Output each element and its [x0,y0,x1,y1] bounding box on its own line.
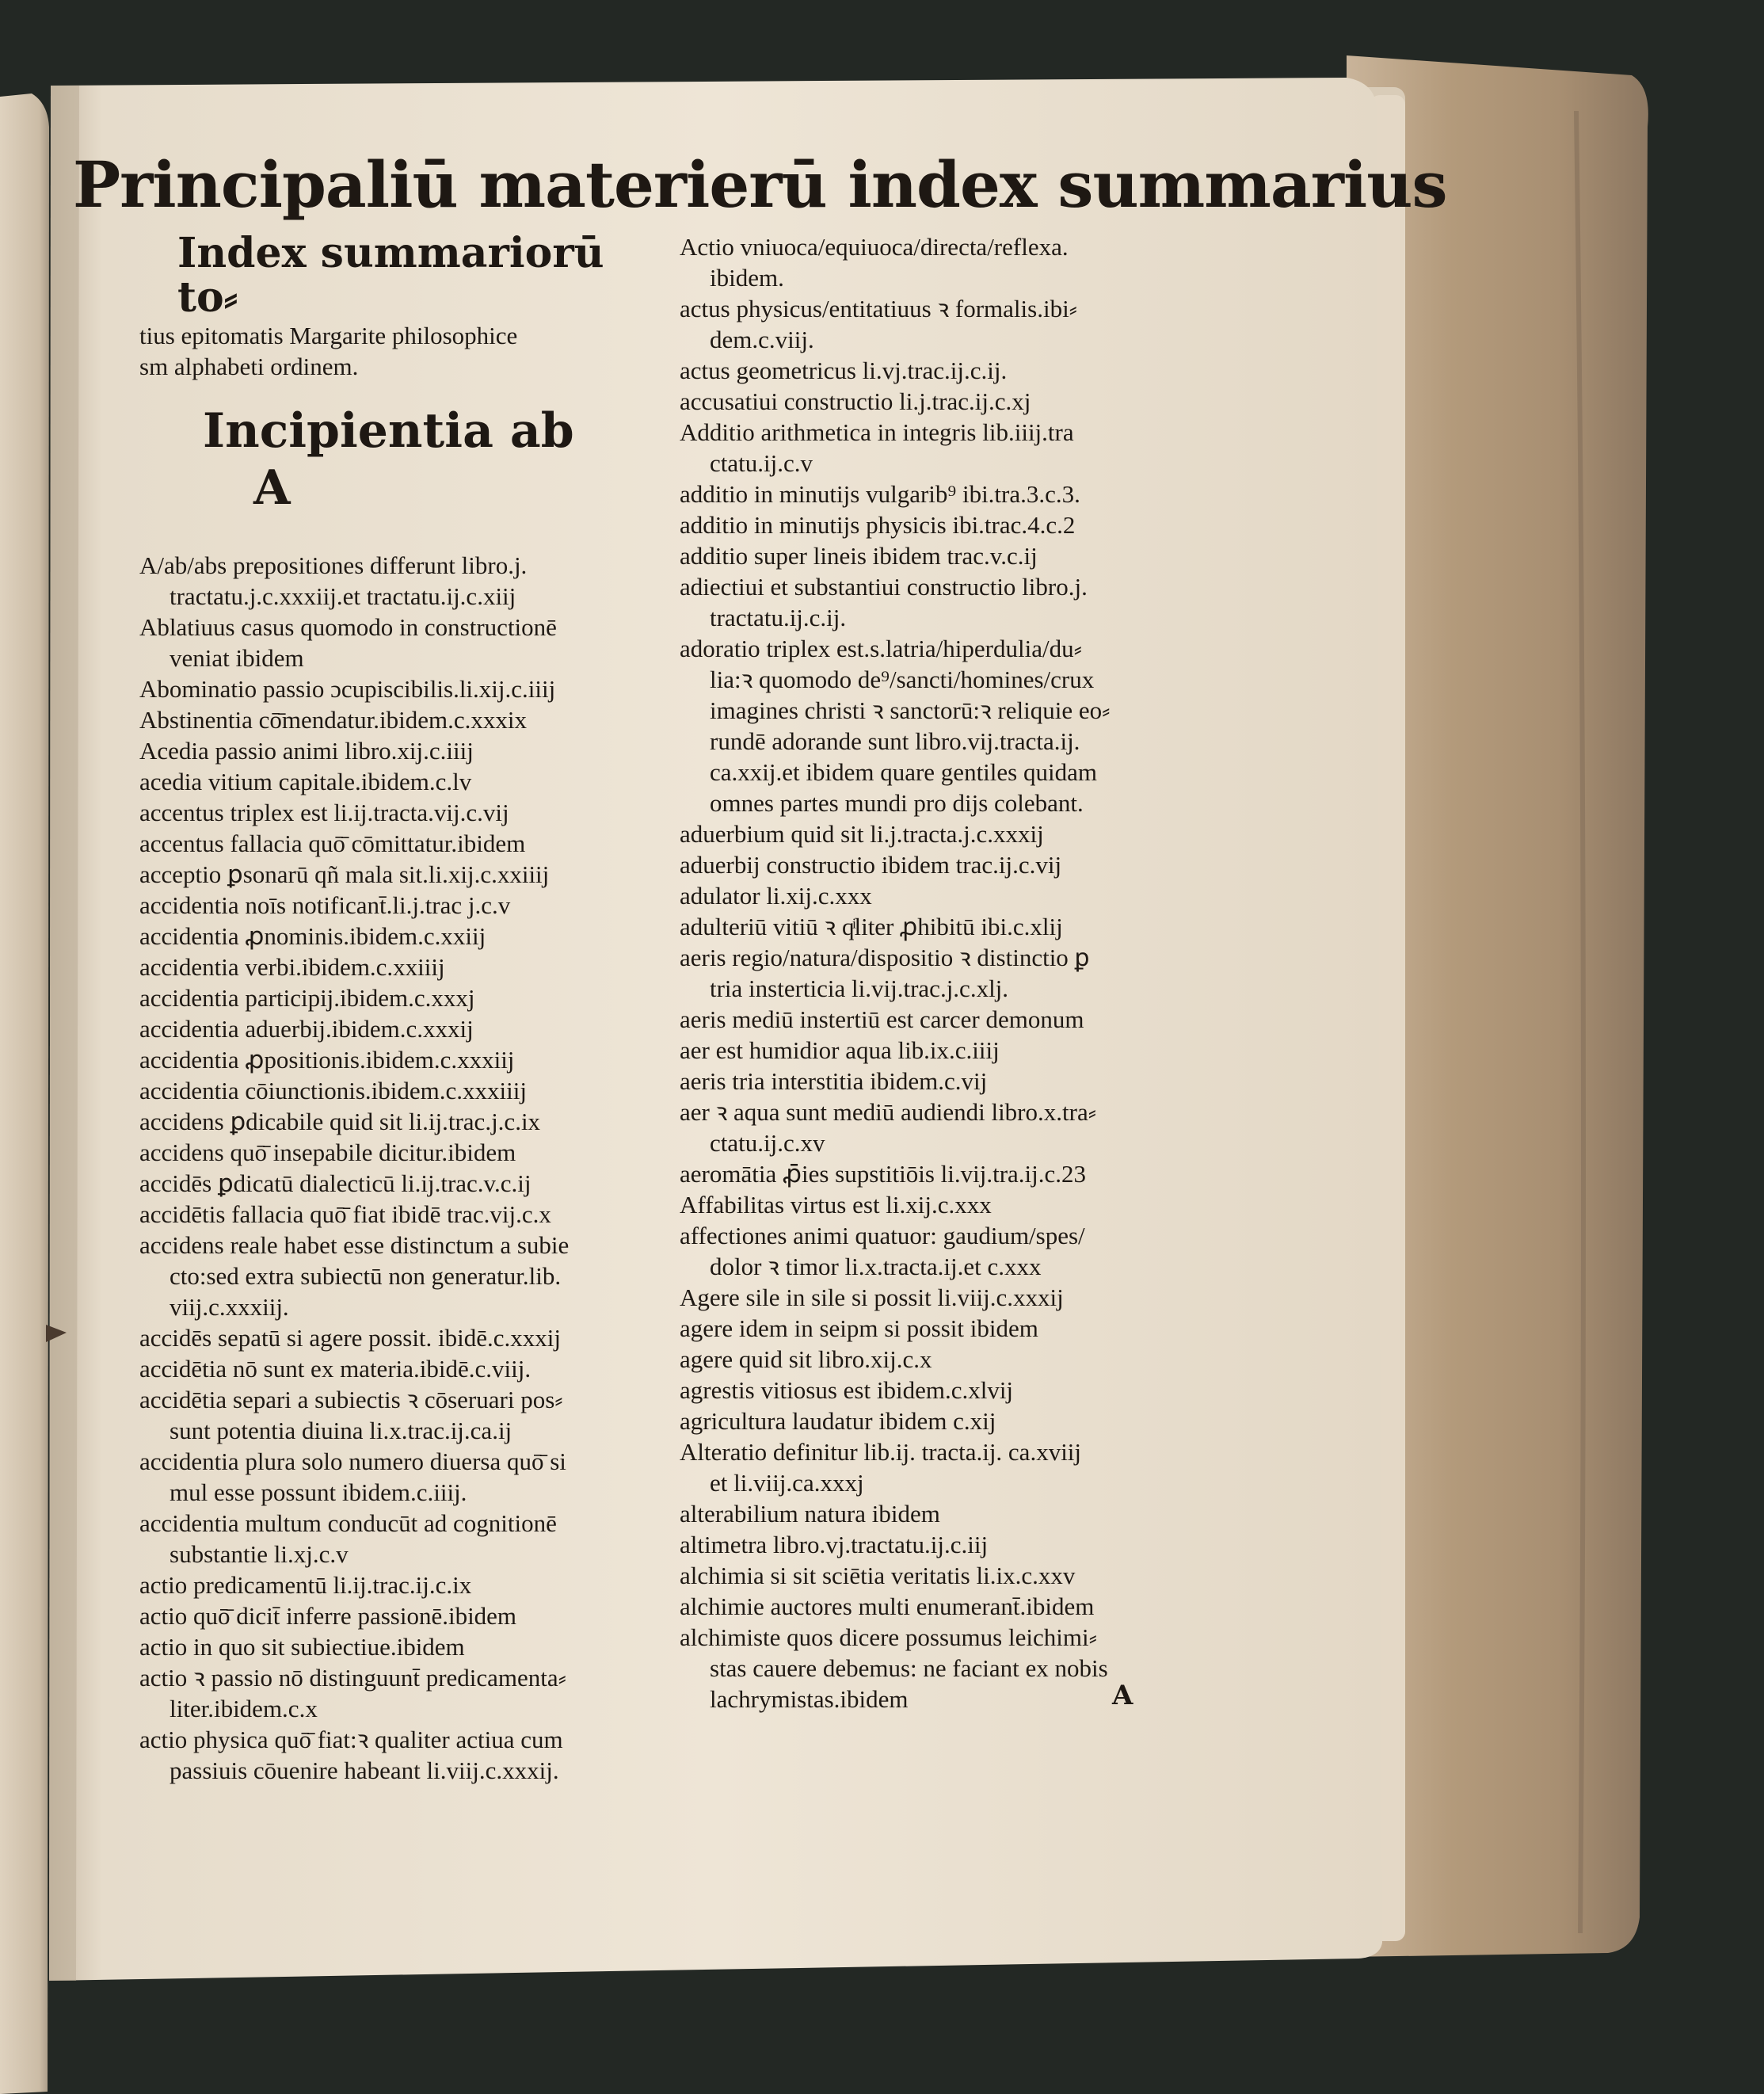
subtitle-description [139,320,654,382]
index-entry-line: aer est humidior aqua lib.ix.c.iiij [680,1036,1000,1064]
index-entry-line: affectiones animi quatuor: gaudium/spes/ [680,1222,1085,1249]
index-entry-line: alchimie auctores multi enumerant̄.ibidem [680,1592,1095,1620]
index-entry-line: actus geometricus li.vj.trac.ij.c.ij. [680,357,1008,384]
section-letter: A [253,460,291,516]
index-entry-line: Additio arithmetica in integris lib.iiij.tra [680,418,1074,446]
index-entry-line: rundē adorande sunt libro.vij.tracta.ij. [710,727,1080,755]
index-entry-line: sunt potentia diuina li.x.trac.ij.ca.ij [170,1417,512,1444]
index-entry-line: additio super lineis ibidem trac.v.c.ij [680,542,1038,570]
index-entry-line: agricultura laudatur ibidem c.xij [680,1407,996,1435]
index-entry-line: mul esse possunt ibidem.c.iiij. [170,1478,467,1506]
index-entry-line: agere idem in seipm si possit ibidem [680,1314,1038,1342]
index-entry-line: accidentia aduerbij.ibidem.c.xxxij [139,1015,474,1043]
index-entry-line: accidentia cōiunctionis.ibidem.c.xxxiiij [139,1077,527,1104]
index-entry-line: omnes partes mundi pro dijs colebant. [710,789,1084,817]
index-entry-line: accidentia ꝓnominis.ibidem.c.xxiij [139,922,486,950]
index-entry-line: accidens ꝑdicabile quid sit li.ij.trac.j.c.ix [139,1108,541,1135]
index-entry-line: tria insterticia li.vij.trac.j.c.xlj. [710,975,1009,1002]
index-entry-line: accidētis fallacia quō̄ fiat ibidē trac.vij.c.x [139,1200,551,1228]
index-entry-line: accidēs ꝑdicatū dialecticū li.ij.trac.v.c.ij [139,1169,531,1197]
subtitle-heading: Index summariorū to⸗ [177,229,604,322]
signature-mark: A [1112,1680,1133,1711]
subtitle-line: tius epitomatis Margarite philosophice [139,322,518,349]
page-title: Principaliū materierū index summarius [73,147,1447,222]
index-entry-line: acedia vitium capitale.ibidem.c.lv [139,768,472,795]
right-entry-list [680,231,1202,1714]
index-entry-line: actus physicus/entitatiuus ꝛ formalis.ibi⸗ [680,295,1078,322]
index-entry-line: accidentia plura solo numero diuersa quō̄ si [139,1447,566,1475]
index-entry-line: accidens reale habet esse distinctum a subie [139,1231,570,1259]
index-entry-line: ctatu.ij.c.v [710,449,813,477]
index-entry-line: tractatu.ij.c.ij. [710,604,847,631]
index-entry-line: adulator li.xij.c.xxx [680,882,872,910]
index-entry-line: alchimiste quos dicere possumus leichimi⸗ [680,1623,1097,1651]
index-entry-line: dolor ꝛ timor li.x.tracta.ij.et c.xxx [710,1253,1042,1280]
index-entry-line: imagines christi ꝛ sanctorū:ꝛ reliquie eo⸗ [710,696,1111,724]
index-entry-line: accidētia separi a subiectis ꝛ cōseruari pos⸗ [139,1386,563,1413]
left-entry-list [139,550,654,1786]
index-entry-line: accusatiui constructio li.j.trac.ij.c.xj [680,387,1031,415]
index-entry-line: actio physica quō̄ fiat:ꝛ qualiter actiua cum [139,1726,563,1753]
index-entry-line: accidentia participij.ibidem.c.xxxj [139,984,475,1012]
index-entry-line: accidētia nō sunt ex materia.ibidē.c.viij. [139,1355,531,1383]
left-column [139,231,654,1786]
index-entry-line: tractatu.j.c.xxxiij.et tractatu.ij.c.xiij [170,582,516,610]
index-entry-line: actio quō̄ dicit̄ inferre passionē.ibidem [139,1602,517,1630]
index-entry-line: aeromātia ꝓ̄ies supstitiōis li.vij.tra.ij.c.23 [680,1160,1087,1188]
index-entry-line: Actio vniuoca/equiuoca/directa/reflexa. [680,233,1069,261]
index-entry-line: Agere sile in sile si possit li.viij.c.xxxij [680,1283,1064,1311]
index-entry-line: substantie li.xj.c.v [170,1540,349,1568]
index-entry-line: additio in minutijs vulgarib⁹ ibi.tra.3.c.3. [680,480,1080,508]
index-entry-line: A/ab/abs prepositiones differunt libro.j. [139,551,528,579]
section-heading-label: Incipientia ab [203,403,574,459]
index-entry-line: agere quid sit libro.xij.c.x [680,1345,932,1373]
index-entry-line: Acedia passio animi libro.xij.c.iiij [139,737,474,765]
index-entry-line: adiectiui et substantiui constructio libro.j. [680,573,1088,601]
index-entry-line: accidens quō̄ insepabile dicitur.ibidem [139,1139,516,1166]
index-entry-line: accidentia verbi.ibidem.c.xxiiij [139,953,445,981]
index-entry-line: ibidem. [710,264,784,292]
right-column [680,231,1202,1714]
index-entry-line: cto:sed extra subiectū non generatur.lib. [170,1262,562,1290]
index-entry-line: adoratio triplex est.s.latria/hiperdulia/du⸗ [680,635,1082,662]
index-entry-line: aeris regio/natura/dispositio ꝛ distinctio ꝑ [680,944,1090,971]
index-entry-line: accidentia multum conducūt ad cognitionē [139,1509,557,1537]
index-entry-line: accidēs sepatū si agere possit. ibidē.c.xxxij [139,1324,562,1352]
section-heading [139,402,654,517]
index-entry-line: agrestis vitiosus est ibidem.c.xlvij [680,1376,1014,1404]
index-entry-line: liter.ibidem.c.x [170,1695,318,1722]
index-entry-line: lachrymistas.ibidem [710,1685,909,1713]
index-entry-line: passiuis cōuenire habeant li.viij.c.xxxij. [170,1756,559,1784]
index-entry-line: accentus fallacia quō̄ cōmittatur.ibidem [139,830,526,857]
index-entry-line: aduerbij constructio ibidem trac.ij.c.vij [680,851,1062,879]
index-entry-line: aeris tria interstitia ibidem.c.vij [680,1067,988,1095]
index-entry-line: Affabilitas virtus est li.xij.c.xxx [680,1191,992,1219]
index-entry-line: accentus triplex est li.ij.tracta.vij.c.vij [139,799,509,826]
index-entry-line: additio in minutijs physicis ibi.trac.4.c.2 [680,511,1076,539]
index-entry-line: alchimia si sit sciētia veritatis li.ix.c.xxv [680,1562,1076,1589]
index-entry-line: Ablatiuus casus quomodo in constructionē [139,613,557,641]
index-entry-line: viij.c.xxxiij. [170,1293,289,1321]
index-entry-line: ctatu.ij.c.xv [710,1129,825,1157]
index-entry-line: actio in quo sit subiectiue.ibidem [139,1633,465,1661]
index-entry-line: Abstinentia cō̄mendatur.ibidem.c.xxxix [139,706,528,734]
index-entry-line: aduerbium quid sit li.j.tracta.j.c.xxxij [680,820,1044,848]
index-entry-line: dem.c.viij. [710,326,814,353]
index-entry-line: altimetra libro.vj.tractatu.ij.c.iij [680,1531,989,1558]
index-entry-line: alterabilium natura ibidem [680,1500,940,1528]
index-entry-line: stas cauere debemus: ne faciant ex nobis [710,1654,1108,1682]
index-entry-line: acceptio ꝑsonarū qñ mala sit.li.xij.c.xxiiij [139,860,550,888]
index-entry-line: accidentia ꝓpositionis.ibidem.c.xxxiij [139,1046,515,1074]
index-entry-line: et li.viij.ca.xxxj [710,1469,864,1497]
index-entry-line: accidentia noīs notificant̄.li.j.trac j.c.v [139,891,511,919]
subtitle-line: sm alphabeti ordinem. [139,353,359,380]
index-entry-line: actio ꝛ passio nō distinguunt̄ predicamenta⸗ [139,1664,566,1692]
index-entry-line: ca.xxij.et ibidem quare gentiles quidam [710,758,1097,786]
index-entry-line: veniat ibidem [170,644,304,672]
index-entry-line: adulteriū vitiū ꝛ qͥliter ꝓhibitū ibi.c.xlij [680,913,1063,940]
index-entry-line: Alteratio definitur lib.ij. tracta.ij. ca.xviij [680,1438,1082,1466]
index-entry-line: lia:ꝛ quomodo de⁹/sancti/homines/crux [710,666,1095,693]
index-entry-line: aeris mediū instertiū est carcer demonum [680,1005,1084,1033]
index-entry-line: aer ꝛ aqua sunt mediū audiendi libro.x.tra⸗ [680,1098,1097,1126]
index-entry-line: Abominatio passio ɔcupiscibilis.li.xij.c.iiij [139,675,556,703]
index-entry-line: actio predicamentū li.ij.trac.ij.c.ix [139,1571,472,1599]
